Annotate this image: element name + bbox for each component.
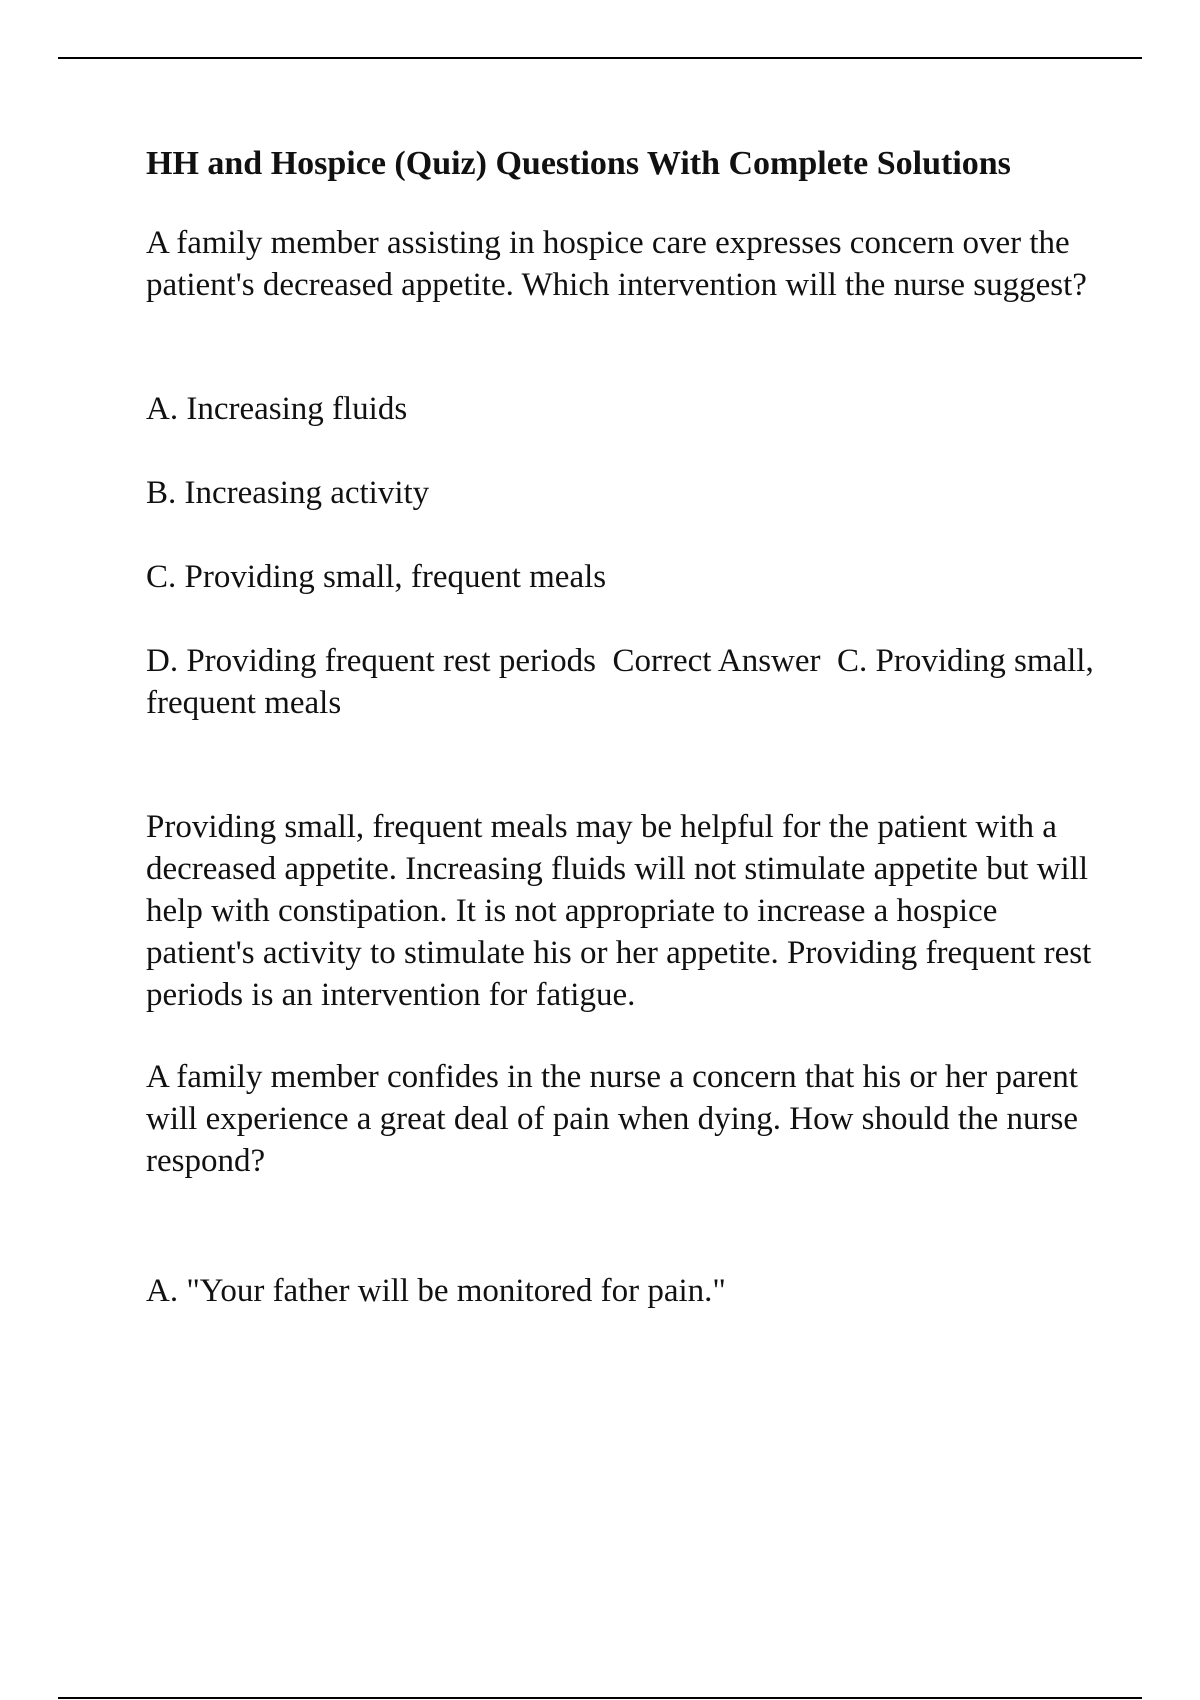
question-1-option-d-with-answer (146, 640, 1106, 724)
question-1-rationale: Providing small, frequent meals may be helpful for the patient with a decreased appetite. Increasing fluids will not stimulate appetite but will help with constipation. It is not appropriate to increase a hospice patient's activity to stimulate his or her appetite. Providing frequent rest periods is an intervention for fatigue. (146, 809, 1092, 1013)
correct-answer-text: C. Providing small, frequent meals (146, 643, 1094, 721)
question-1-option-d: D. Providing frequent rest periods (146, 643, 596, 679)
correct-answer-label: Correct Answer (612, 643, 821, 679)
question-1-option-a: A. Increasing fluids (146, 391, 408, 427)
question-2-stem: A family member confides in the nurse a concern that his or her parent will experience a great deal of pain when dying. How should the nurse respond? (146, 1059, 1078, 1179)
top-divider (58, 57, 1142, 59)
document-title: HH and Hospice (Quiz) Questions With Complete Solutions (146, 145, 1011, 182)
bottom-divider (58, 1697, 1142, 1699)
question-1-option-c: C. Providing small, frequent meals (146, 559, 607, 595)
question-2-option-a: A. "Your father will be monitored for pain." (146, 1273, 726, 1309)
question-1-option-b: B. Increasing activity (146, 475, 430, 511)
question-1-stem: A family member assisting in hospice care expresses concern over the patient's decreased appetite. Which intervention will the nurse suggest? (146, 225, 1087, 303)
document-body (146, 140, 1106, 1312)
